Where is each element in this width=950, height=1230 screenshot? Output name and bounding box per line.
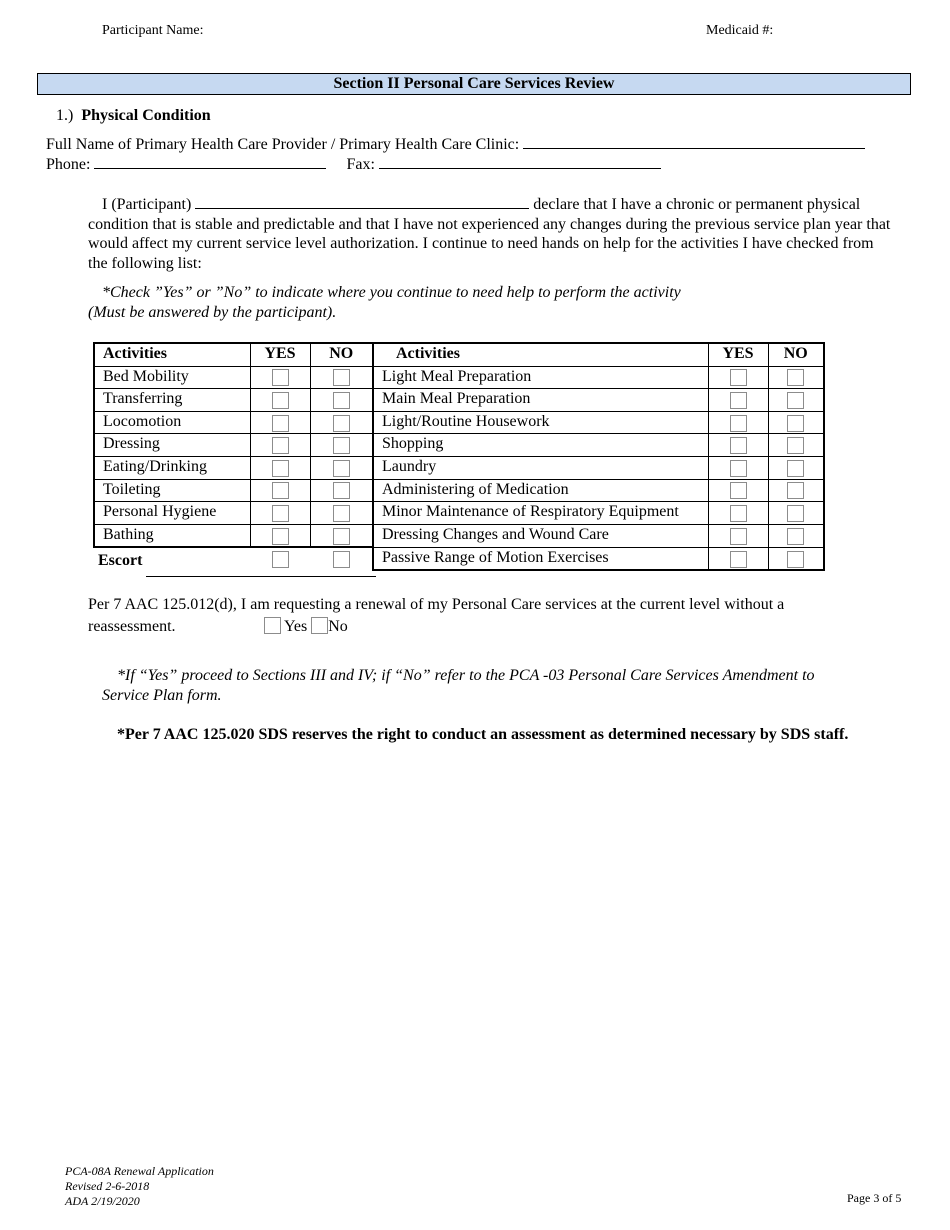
reserve-statement: *Per 7 AAC 125.020 SDS reserves the right to conduct an assessment as determined necessary by SDS staff.	[117, 726, 849, 743]
yes-checkbox[interactable]	[272, 437, 289, 454]
yes-checkbox[interactable]	[730, 551, 747, 568]
activity-right: Laundry	[373, 456, 708, 479]
no-checkbox[interactable]	[333, 460, 350, 477]
no-checkbox[interactable]	[333, 505, 350, 522]
footer-form-name: PCA-08A Renewal Application	[65, 1164, 214, 1178]
table-row	[94, 389, 824, 412]
declaration-paragraph	[88, 195, 896, 274]
section-title: Section II Personal Care Services Review	[37, 73, 911, 95]
no-checkbox[interactable]	[333, 482, 350, 499]
yes-checkbox[interactable]	[272, 369, 289, 386]
renewal-reassessment-text: reassessment.	[88, 618, 176, 635]
table-row	[94, 524, 824, 547]
activity-right: Light Meal Preparation	[373, 366, 708, 389]
no-checkbox[interactable]	[787, 551, 804, 568]
table-row	[94, 456, 824, 479]
activity-right: Administering of Medication	[373, 479, 708, 502]
no-checkbox[interactable]	[787, 505, 804, 522]
yes-checkbox[interactable]	[272, 482, 289, 499]
no-checkbox[interactable]	[787, 369, 804, 386]
phone-fax-row	[46, 156, 661, 174]
table-row-last	[94, 547, 824, 570]
activity-right: Light/Routine Housework	[373, 411, 708, 434]
medicaid-label: Medicaid #:	[706, 23, 774, 38]
yes-checkbox[interactable]	[730, 460, 747, 477]
col-activities-left: Activities	[94, 343, 250, 366]
footer-revised: Revised 2-6-2018	[65, 1179, 150, 1193]
activity-left: Personal Hygiene	[94, 502, 250, 525]
activity-right: Dressing Changes and Wound Care	[373, 524, 708, 547]
activity-right: Passive Range of Motion Exercises	[373, 547, 708, 570]
renewal-yes-label: Yes	[283, 618, 308, 635]
no-checkbox[interactable]	[787, 528, 804, 545]
activity-right: Shopping	[373, 434, 708, 457]
section-number: 1.)	[56, 107, 74, 124]
no-checkbox[interactable]	[333, 528, 350, 545]
phone-label: Phone:	[46, 156, 91, 173]
activity-left: Locomotion	[94, 411, 250, 434]
table-row	[94, 502, 824, 525]
no-checkbox[interactable]	[787, 415, 804, 432]
renewal-yes-checkbox[interactable]	[264, 617, 281, 634]
escort-field[interactable]	[146, 576, 376, 577]
yes-checkbox[interactable]	[730, 482, 747, 499]
fax-field[interactable]	[379, 156, 661, 169]
participant-name-label: Participant Name:	[102, 23, 204, 38]
phone-field[interactable]	[94, 156, 326, 169]
escort-yes-checkbox[interactable]	[272, 551, 289, 568]
no-checkbox[interactable]	[787, 460, 804, 477]
no-checkbox[interactable]	[333, 415, 350, 432]
footer-ada: ADA 2/19/2020	[65, 1194, 140, 1208]
activity-right: Main Meal Preparation	[373, 389, 708, 412]
renewal-no-label: No	[328, 618, 348, 635]
yes-checkbox[interactable]	[730, 392, 747, 409]
provider-name-field[interactable]	[523, 136, 865, 149]
col-activities-right: Activities	[373, 343, 708, 366]
activity-left: Eating/Drinking	[94, 456, 250, 479]
activity-left: Toileting	[94, 479, 250, 502]
fax-label: Fax:	[346, 156, 375, 173]
instruction-line-2: (Must be answered by the participant).	[88, 304, 337, 321]
yes-checkbox[interactable]	[730, 369, 747, 386]
col-yes-left: YES	[250, 343, 310, 366]
yes-checkbox[interactable]	[272, 528, 289, 545]
renewal-no-checkbox[interactable]	[311, 617, 328, 634]
col-no-left: NO	[310, 343, 373, 366]
yes-checkbox[interactable]	[730, 415, 747, 432]
escort-no-checkbox[interactable]	[333, 551, 350, 568]
renewal-line-2	[88, 618, 348, 636]
escort-label: Escort	[98, 552, 143, 570]
activity-left: Bathing	[94, 524, 250, 547]
physical-condition-title: Physical Condition	[81, 107, 211, 124]
provider-name-label: Full Name of Primary Health Care Provider / Primary Health Care Clinic:	[46, 136, 520, 153]
yes-checkbox[interactable]	[272, 415, 289, 432]
no-checkbox[interactable]	[333, 392, 350, 409]
activity-left: Transferring	[94, 389, 250, 412]
no-checkbox[interactable]	[333, 369, 350, 386]
yes-checkbox[interactable]	[730, 437, 747, 454]
note-line-2: Service Plan form.	[102, 687, 222, 704]
col-yes-right: YES	[708, 343, 768, 366]
col-no-right: NO	[768, 343, 824, 366]
yes-checkbox[interactable]	[272, 392, 289, 409]
no-checkbox[interactable]	[787, 392, 804, 409]
table-row	[94, 411, 824, 434]
activity-right: Minor Maintenance of Respiratory Equipment	[373, 502, 708, 525]
note-line-1: *If “Yes” proceed to Sections III and IV; if “No” refer to the PCA -03 Personal Care Services Amendment to	[117, 667, 815, 684]
page-number: Page 3 of 5	[847, 1191, 902, 1205]
no-checkbox[interactable]	[333, 437, 350, 454]
provider-row	[46, 136, 865, 154]
activity-left: Dressing	[94, 434, 250, 457]
instruction-line-1: *Check ”Yes” or ”No” to indicate where you continue to need help to perform the activity	[102, 284, 681, 301]
no-checkbox[interactable]	[787, 437, 804, 454]
participant-signature-field[interactable]	[195, 196, 529, 209]
yes-checkbox[interactable]	[730, 505, 747, 522]
renewal-line-1: Per 7 AAC 125.012(d), I am requesting a renewal of my Personal Care services at the current level without a	[88, 596, 785, 613]
yes-checkbox[interactable]	[272, 505, 289, 522]
table-row	[94, 479, 824, 502]
activity-left: Bed Mobility	[94, 366, 250, 389]
yes-checkbox[interactable]	[730, 528, 747, 545]
table-header-row	[94, 343, 824, 366]
declaration-lead: I (Participant)	[102, 196, 192, 213]
declaration-text: declare that I have a chronic or permanent physical condition that is stable and predictable and that I have not experienced any changes during the previous service plan year that would affect my current service level authorization. I continue to need hands on help for the activities I have checked from the following list:	[88, 196, 891, 273]
yes-checkbox[interactable]	[272, 460, 289, 477]
physical-condition-heading	[56, 107, 211, 125]
no-checkbox[interactable]	[787, 482, 804, 499]
table-row	[94, 366, 824, 389]
escort-label-cell	[94, 547, 250, 570]
table-row	[94, 434, 824, 457]
activities-table	[93, 342, 825, 571]
